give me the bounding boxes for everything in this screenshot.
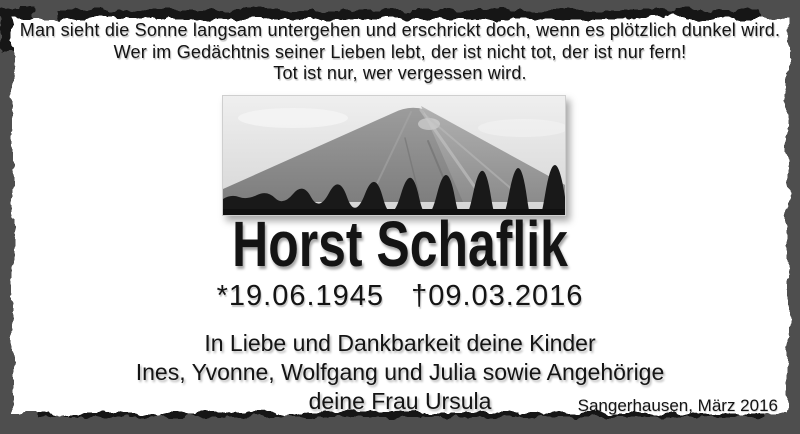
tribute-line-1: In Liebe und Dankbarkeit deine Kinder [204,330,596,356]
birth-date: *19.06.1945 [216,280,385,312]
deceased-name: Horst Schaflik [232,208,568,280]
memorial-quote-line-1: Man sieht die Sonne langsam untergehen und erschrickt doch, wenn es plötzlich dunkel wird. [19,20,781,40]
memorial-quote-line-2: Wer im Gedächtnis seiner Lieben lebt, der ist nicht tot, der ist nur fern! [113,41,687,62]
cloud [478,119,565,137]
place-date: Sangerhausen, März 2016 [577,396,778,415]
tribute-line-3: deine Frau Ursula [308,388,492,414]
tribute-line-2: Ines, Yvonne, Wolfgang und Julia sowie Angehörige [135,359,665,385]
cloud [238,108,348,128]
life-dates [0,279,800,313]
memorial-quote-line-3: Tot ist nur, wer vergessen wird. [273,63,527,83]
death-date: †09.03.2016 [411,280,584,312]
memorial-quote [0,20,800,85]
mountain-photo [222,95,566,216]
